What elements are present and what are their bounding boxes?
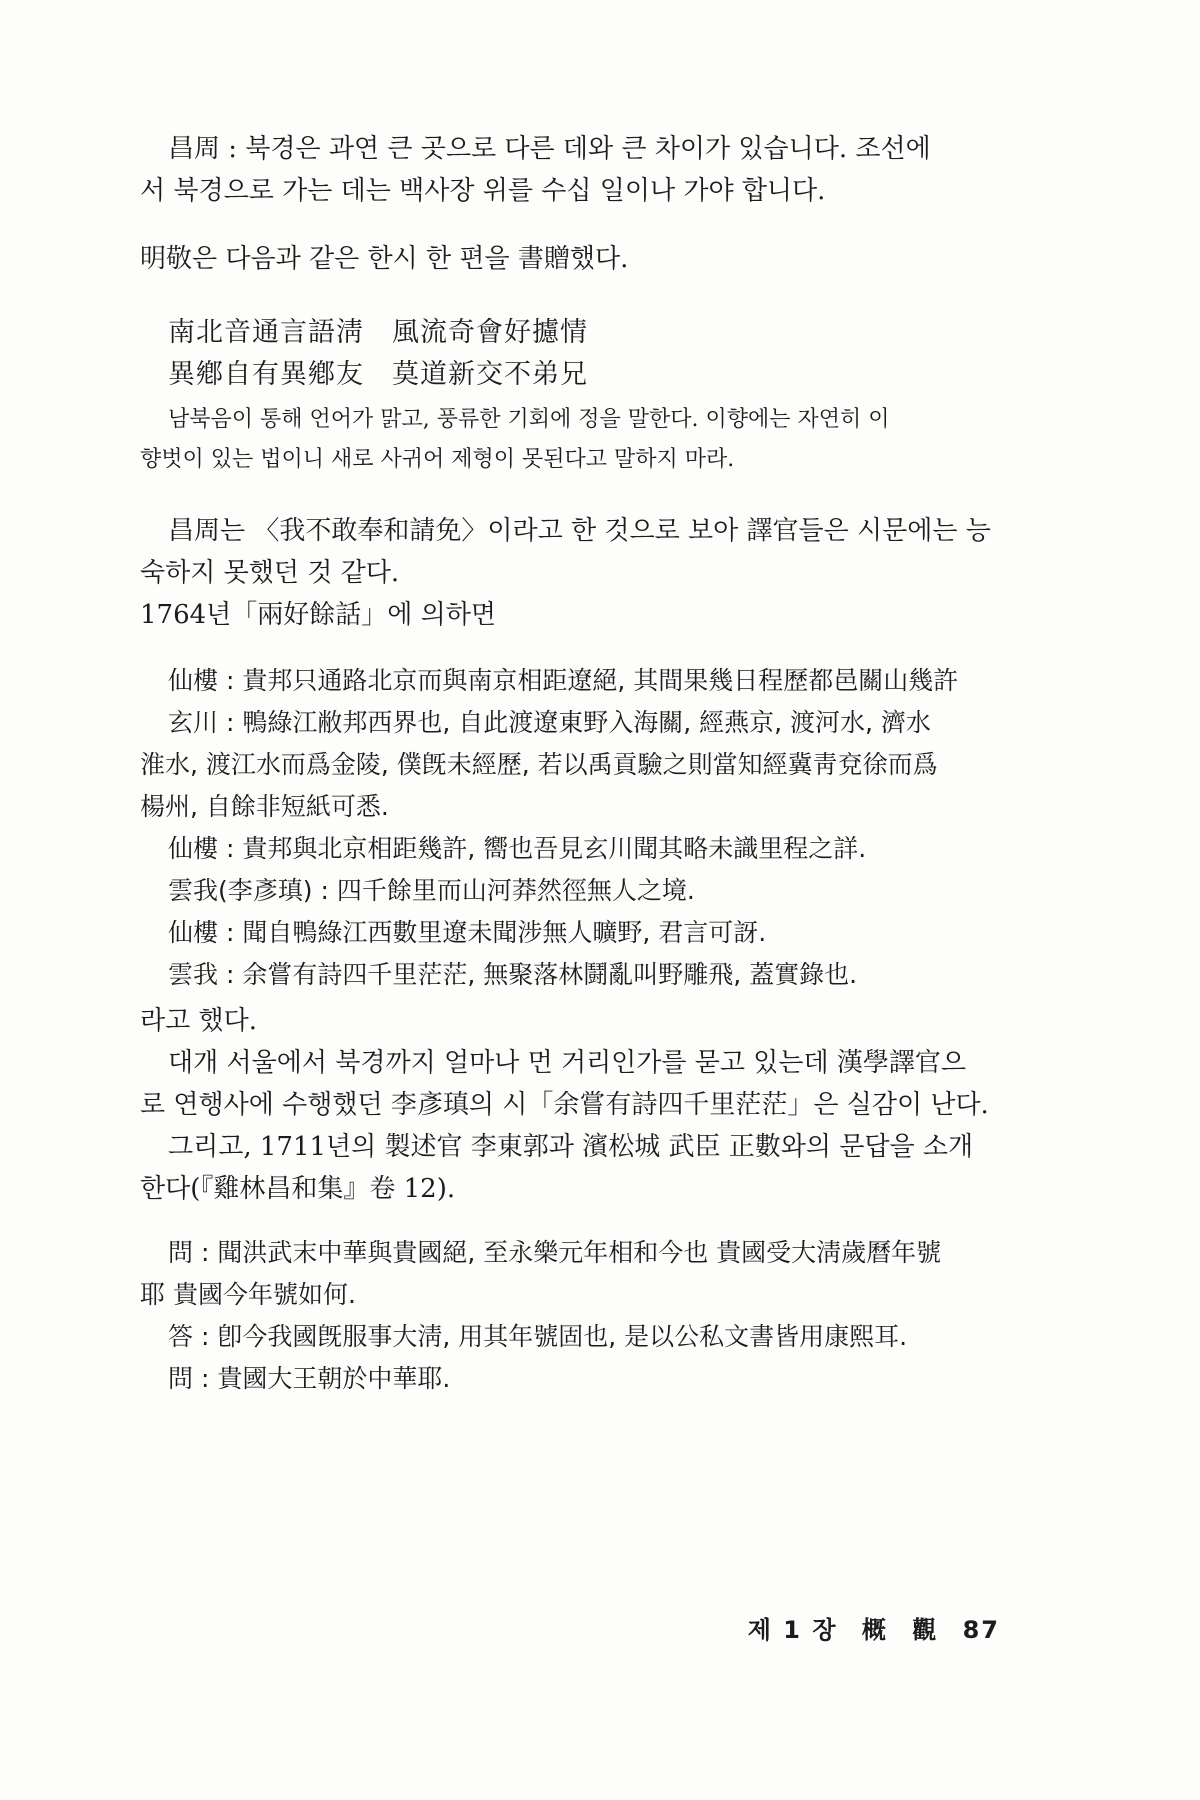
dialogue-1-line: 雲我 : 余嘗有詩四千里茫茫, 無聚落林鬪亂叫野雕飛, 蓋實錄也. [168, 960, 858, 989]
intro-line-1: 昌周 : 북경은 과연 큰 곳으로 다른 데와 큰 차이가 있습니다. 조선에 [168, 134, 931, 164]
dialogue-1-line: 玄川 : 鴨綠江敝邦西界也, 自此渡遼東野入海關, 經燕京, 渡河水, 濟水 [168, 708, 931, 737]
dialogue-2-line: 耶 貴國今年號如何. [140, 1280, 356, 1309]
dialogue-1-line: 仙樓 : 聞自鴨綠江西數里遼未聞涉無人曠野, 君言可訝. [168, 918, 767, 947]
poem-intro [140, 238, 1020, 280]
poem-translation-line-1: 남북음이 통해 언어가 맑고, 풍류한 기회에 정을 말한다. 이향에는 자연히 이 [168, 407, 890, 432]
dialogue-1-line: 雲我(李彥瑱) : 四千餘里而山河莽然徑無人之境. [168, 876, 695, 905]
poem [168, 312, 588, 396]
poem-line-2: 異鄕自有異鄕友 莫道新交不弟兄 [168, 359, 588, 390]
dialogue-2-line: 問 : 貴國大王朝於中華耶. [168, 1364, 451, 1393]
paragraph-2-line-3: 1764년「兩好餘話」에 의하면 [140, 600, 497, 630]
paragraph-3-line-2: 대개 서울에서 북경까지 얼마나 먼 거리인가를 묻고 있는데 漢學譯官으 [168, 1048, 967, 1078]
dialogue-1-line: 仙樓 : 貴邦只通路北京而與南京相距遼絕, 其間果幾日程歷都邑關山幾許 [168, 666, 959, 695]
intro-paragraph [140, 128, 1020, 212]
dialogue-1-line: 仙樓 : 貴邦與北京相距幾許, 嚮也吾見玄川聞其略未識里程之詳. [168, 834, 867, 863]
paragraph-2-line-1: 昌周는 〈我不敢奉和請免〉이라고 한 것으로 보아 譯官들은 시문에는 능 [168, 516, 991, 546]
dialogue-1-line: 淮水, 渡江水而爲金陵, 僕旣未經歷, 若以禹貢驗之則當知經冀靑兗徐而爲 [140, 750, 938, 779]
poem-line-1: 南北音通言語淸 風流奇會好攄情 [168, 317, 588, 348]
chapter-title-2: 觀 [912, 1616, 939, 1644]
poem-translation-line-2: 향벗이 있는 법이니 새로 사귀어 제형이 못된다고 말하지 마라. [140, 447, 735, 472]
paragraph-3-line-1: 라고 했다. [140, 1006, 257, 1036]
poem-translation [140, 400, 1020, 480]
dialogue-2 [140, 1232, 1020, 1400]
intro-line-2: 서 북경으로 가는 데는 백사장 위를 수십 일이나 가야 합니다. [140, 176, 826, 206]
dialogue-1-line: 楊州, 自餘非短紙可悉. [140, 792, 389, 821]
chapter-title-1: 概 [861, 1616, 888, 1644]
paragraph-3 [140, 1000, 1020, 1210]
paragraph-3-line-5: 한다(『雞林昌和集』卷 12). [140, 1174, 456, 1204]
poem-intro-line: 明敬은 다음과 같은 한시 한 편을 書贈했다. [140, 244, 629, 274]
dialogue-2-line: 問 : 聞洪武末中華與貴國絕, 至永樂元年相和今也 貴國受大淸歲曆年號 [168, 1238, 942, 1267]
paragraph-3-line-3: 로 연행사에 수행했던 李彥瑱의 시「余嘗有詩四千里茫茫」은 실감이 난다. [140, 1090, 989, 1120]
paragraph-3-line-4: 그리고, 1711년의 製述官 李東郭과 濱松城 武臣 正數와의 문답을 소개 [168, 1132, 974, 1162]
paragraph-2 [140, 510, 1020, 636]
chapter-label: 제 1 장 [747, 1616, 838, 1644]
dialogue-2-line: 答 : 卽今我國旣服事大淸, 用其年號固也, 是以公私文書皆用康熙耳. [168, 1322, 908, 1351]
page-number: 87 [962, 1616, 1000, 1644]
page-footer [734, 1610, 1000, 1645]
dialogue-1 [140, 660, 1020, 996]
paragraph-2-line-2: 숙하지 못했던 것 같다. [140, 558, 400, 588]
